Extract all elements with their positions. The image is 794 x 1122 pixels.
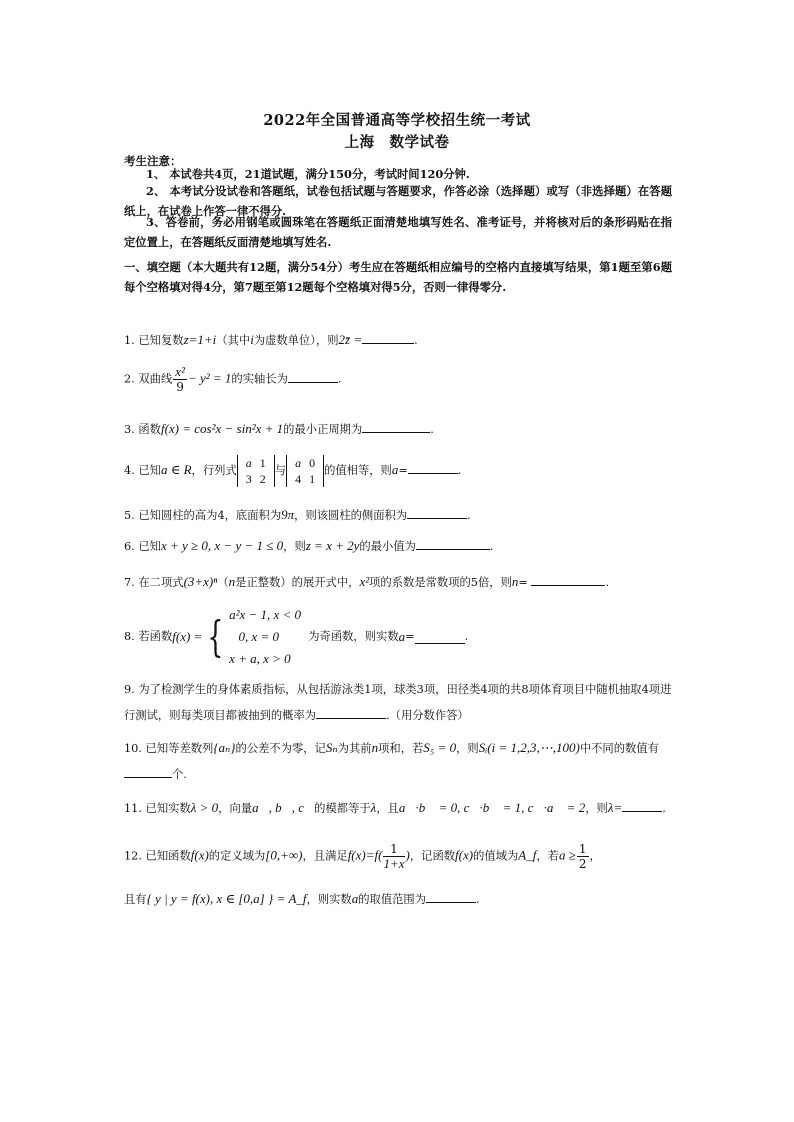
question-6: 6. 已知x + y ≥ 0, x − y − 1 ≤ 0，则z = x + 2y的最小值为 . <box>124 538 494 553</box>
answer-blank <box>362 331 414 344</box>
fraction: $\frac{\text{x²}}{9}$ <box>175 364 185 394</box>
question-1: 1. 已知复数z=1+i（其中i为虚数单位），则2z̄ = . <box>124 332 418 347</box>
fraction: $\frac{1}{2}$ <box>578 842 587 871</box>
notice-item-3: 3、答卷前，务必用钢笔或圆珠笔在答题纸正面清楚地填写姓名、准考证号，并将核对后的条形码贴在指定位置上，在答题纸反面清楚地填写姓名. <box>124 215 672 249</box>
answer-blank <box>415 631 465 644</box>
question-8: 8. 若函数f(x) = { a²x − 1, x < 0 0, x = 0 x + a, x > 0 为奇函数，则实数a= . <box>124 604 468 670</box>
notice-item-1: 1、 本试卷共4页，21道试题，满分150分，考试时间120分钟. <box>146 167 470 181</box>
question-3: 3. 函数f(x) = cos²x − sin²x + 1的最小正周期为 . <box>124 421 434 436</box>
answer-blank <box>622 799 662 812</box>
determinant-2: a 0 4 1 <box>286 455 324 487</box>
left-brace: { <box>207 612 224 661</box>
question-12: 12. 已知函数f(x)的定义域为[0,+∞)，且满足f(x)=f( $\frac{1}{1+x}$ )，记函数f(x)的值域为A_f，若a ≥ $\frac{1}{2}$ ， <box>124 842 601 871</box>
answer-blank <box>408 461 458 474</box>
question-7: 7. 在二项式(3+x)ⁿ（n是正整数）的展开式中，x²项的系数是常数项的5倍，则n= . <box>124 574 610 589</box>
question-4: 4. 已知a ∈ R，行列式a 1 3 2与a 0 4 1的值相等，则a= . <box>124 456 462 486</box>
question-9: 9. 为了检测学生的身体素质指标，从包括游泳类1项，球类3项，田径类4项的共8项体育项目中随机抽取4项进行测试，则每类项目都被抽到的概率为 .（用分数作答） <box>124 683 672 722</box>
notice-heading: 考生注意： <box>124 154 182 168</box>
notice-item-2: 2、 本考试分设试卷和答题纸，试卷包括试题与答题要求，作答必涂（选择题）或写（非选择题）在答题纸上，在试卷上作答一律不得分. <box>124 184 672 218</box>
question-10: 10. 已知等差数列{aₙ}的公差不为零，记Sₙ为其前n项和，若S₅ = 0，则Sᵢ(i = 1,2,3,⋯,100)中不同的数值有个. <box>124 740 659 781</box>
answer-blank <box>316 706 386 719</box>
answer-blank <box>288 370 338 383</box>
exam-subtitle: 上海 数学试卷 <box>344 134 450 151</box>
question-5: 5. 已知圆柱的高为4，底面积为9π，则该圆柱的侧面积为 . <box>124 507 471 522</box>
piecewise-cases: a²x − 1, x < 0 0, x = 0 x + a, x > 0 <box>229 607 302 666</box>
question-2: 2. 双曲线 $\frac{\text{x²}}{9}$ − y² = 1的实轴长为 . <box>124 364 342 394</box>
determinant-1: a 1 3 2 <box>237 455 275 487</box>
question-12-line-2: 且有{ y | y = f(x), x ∈ [0,a] } = A_f，则实数a的取值范围为 . <box>124 891 480 906</box>
answer-blank <box>124 765 172 778</box>
answer-blank <box>426 890 476 903</box>
answer-blank <box>407 506 467 519</box>
exam-title: 2022年全国普通高等学校招生统一考试 <box>263 112 531 129</box>
fraction: $\frac{1}{1+x}$ <box>383 842 405 871</box>
answer-blank <box>531 573 605 586</box>
question-11: 11. 已知实数λ > 0，向量a⃗, b⃗, c⃗的模都等于λ，且a⃗·b⃗ = 0, c⃗·b⃗ = 1, c⃗·a⃗ = 2，则λ= . <box>124 800 666 815</box>
section-heading: 一、填空题（本大题共有12题，满分54分）考生应在答题纸相应编号的空格内直接填写结果，第1题至第6题每个空格填对得4分，第7题至第12题每个空格填对得5分，否则一律得零分. <box>124 260 672 294</box>
answer-blank <box>362 420 430 433</box>
answer-blank <box>416 537 490 550</box>
